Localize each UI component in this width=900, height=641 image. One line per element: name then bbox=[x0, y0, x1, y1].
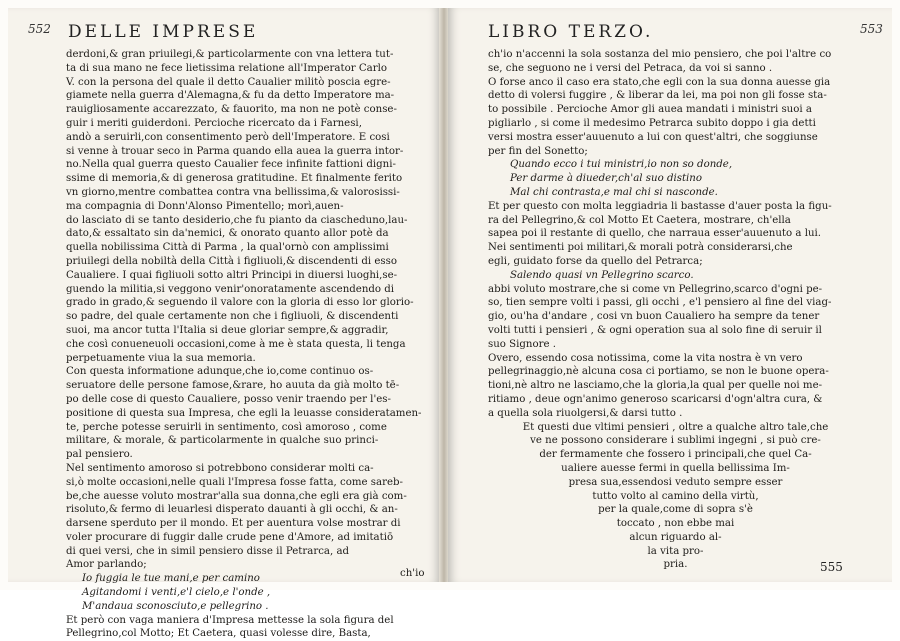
right-paragraph-lines bbox=[488, 48, 863, 158]
text-line: ra del Pellegrino,& col Motto Et Caetera, mostrare, ch'ella bbox=[488, 214, 791, 226]
text-line: pigliarlo , si come il medesimo Petrarca subito doppo i gia detti bbox=[488, 117, 816, 129]
right-page-number: 555 bbox=[820, 560, 843, 574]
text-line: V. con la persona del quale il detto Caualier militò poscia egre- bbox=[66, 76, 391, 88]
text-line: militare, & morale, & particolarmente in qualche suo princi- bbox=[66, 435, 379, 447]
text-line: versi mostra esser'auuenuto a lui con quest'altri, che soggiunse bbox=[488, 131, 818, 143]
text-line: ve ne possono considerare i sublimi ingegni , si può cre- bbox=[530, 435, 821, 447]
text-line: pal pensiero. bbox=[66, 449, 133, 461]
text-line: si venne à trouar seco in Parma quando ella aueа la guerra intor- bbox=[66, 145, 404, 157]
text-line: Io fuggia le tue mani,e per camino bbox=[82, 573, 260, 585]
text-line: Agitandomi i venti,e'l cielo,e l'onde , bbox=[82, 587, 271, 599]
text-line: per fin del Sonetto; bbox=[488, 145, 588, 157]
text-line: po delle cose di questo Caualiere, posso venir traendo per l'es- bbox=[66, 393, 391, 405]
text-line: quella nobilissima Città di Parma , la qual'ornò con amplissimi bbox=[66, 242, 389, 254]
text-line: pria. bbox=[663, 559, 688, 571]
text-line: to possibile . Percioche Amor gli aueа mandati i ministri suoi a bbox=[488, 104, 812, 116]
text-line: perpetuamente viua la sua memoria. bbox=[66, 352, 256, 364]
text-line: che così conueneuoli occasioni,come à me è stata questa, li tenga bbox=[66, 338, 406, 350]
text-line: te, perche potesse seruirli in sentimento, così amoroso , come bbox=[66, 421, 387, 433]
text-line: la vita pro- bbox=[647, 545, 704, 557]
text-line: Nel sentimento amoroso si potrebbono considerar molti ca- bbox=[66, 462, 374, 474]
text-line: Mal chi contrasta,e mal chi si nasconde. bbox=[510, 186, 718, 198]
right-after-lines bbox=[488, 283, 863, 421]
left-paragraph-lines bbox=[66, 48, 421, 572]
right-middle-lines bbox=[488, 200, 863, 269]
text-line: abbi voluto mostrare,che si come vn Pellegrino,scarco d'ogni pe- bbox=[488, 283, 823, 295]
right-page bbox=[448, 8, 892, 582]
text-line: Et per questo con molta leggiadria li bastasse d'auer posta la figu- bbox=[488, 200, 832, 212]
text-line: seruatore delle persone famose,&rare, ho auuta da già molto tē- bbox=[66, 380, 400, 392]
text-line: Overo, essendo cosa notissima, come la vita nostra è vn vero bbox=[488, 352, 803, 364]
left-verse-quote bbox=[66, 572, 421, 613]
text-line: so, tien sempre volti i passi, gli occhi , e'l pensiero al fine del viag- bbox=[488, 297, 832, 309]
text-line: si,ò molte occasioni,nelle quali l'Impresa fosse fatta, come sareb- bbox=[66, 476, 403, 488]
text-line: be,che auesse voluto mostrar'alla sua donna,che egli era già com- bbox=[66, 490, 407, 502]
text-line: Caualiere. I quai figliuoli sotto altri Principi in diuersi luoghi,se- bbox=[66, 269, 398, 281]
text-line: vn giorno,mentre combatteа contra vna bellissima,& valorosissi- bbox=[66, 186, 400, 198]
text-line: andò a seruirli,con consentimento però dell'Imperatore. E cosi bbox=[66, 131, 390, 143]
left-page bbox=[8, 8, 440, 640]
text-line: Nei sentimenti poi militari,& morali potrà considerarsi,che bbox=[488, 242, 793, 254]
text-line: per la quale,come di sopra s'è bbox=[598, 504, 753, 516]
text-line: sapea poi il restante di quello, che narraua esser'auuenuto a lui. bbox=[488, 228, 822, 240]
text-line: dato,& essaltato sin da'nemici, & onorato quanto allor potè da bbox=[66, 228, 389, 240]
right-verse-line-2: Salendo quasi vn Pellegrino scarco. bbox=[510, 269, 694, 281]
text-line: ta di sua mano ne fece lietissima relatione all'Imperator Carlo bbox=[66, 62, 387, 74]
text-line: se, che seguono ne i versi del Petraca, da voi si sanno . bbox=[488, 62, 773, 74]
left-closing-lines bbox=[66, 614, 421, 641]
text-line: Pellegrino,col Motto; Et Caetera, quasi volesse dire, Basta, bbox=[66, 628, 371, 640]
text-line: so padre, del quale certamente non che i figliuoli, & discendenti bbox=[66, 311, 399, 323]
text-line: voler procurare di fuggir dalle crude pene d'Amore, ad imitatiō bbox=[66, 531, 394, 543]
text-line: positione di questa sua Impresa, che egli la leuasse consideratamen- bbox=[66, 407, 422, 419]
right-running-head: LIBRO TERZO. bbox=[488, 22, 654, 42]
text-line: risoluto,& fermo di leuarlesi disperato dauanti à gli occhi, & an- bbox=[66, 504, 398, 516]
text-line: toccato , non ebbe mai bbox=[616, 518, 735, 530]
right-verse-quote bbox=[488, 158, 863, 199]
text-line: a quella sola riuolgersi,& darsi tutto . bbox=[488, 407, 683, 419]
text-line: ch'io n'accenni la sola sostanza del mio pensiero, che poi l'altre co bbox=[488, 49, 832, 60]
text-line: tutto volto al camino della virtù, bbox=[592, 490, 759, 502]
right-tailpiece-text bbox=[488, 421, 863, 573]
text-line: detto di volersi fuggire , & liberar da lei, ma poi non gli fosse sta- bbox=[488, 90, 827, 102]
text-line: suoi, ma ancor tutta l'Italia si deue gloriar sempre,& aggradir, bbox=[66, 324, 389, 336]
text-line: Amor parlando; bbox=[66, 559, 147, 571]
text-line: di quei versi, che in simil pensiero disse il Petrarca, ad bbox=[66, 545, 350, 557]
text-line: egli, guidato forse da quello del Petrarca; bbox=[488, 255, 703, 267]
text-line: O forse anco il caso era stato,che egli con la sua donna auesse gia bbox=[488, 76, 831, 88]
text-line: der fermamente che fossero i principali,che quel Ca- bbox=[539, 449, 812, 461]
text-line: Et però con vaga maniera d'Impresa mettesse la sola figura del bbox=[66, 614, 394, 626]
text-line: suo Signore . bbox=[488, 338, 556, 350]
right-folio: 553 bbox=[860, 22, 883, 36]
left-folio: 552 bbox=[28, 22, 51, 36]
text-line: Et questi due vltimi pensieri , oltre a qualche altro tale,che bbox=[522, 421, 829, 433]
text-line: no.Nella qual guerra questo Caualier fece infinite fattioni digni- bbox=[66, 159, 396, 171]
text-line: presa sua,essendosi veduto sempre esser bbox=[568, 476, 783, 488]
text-line: volti tutti i pensieri , & ogni operation sua al solo fine di seruir il bbox=[488, 324, 822, 336]
text-line: gio, ou'ha d'andare , cosi vn buon Caualiero ha sempre da tener bbox=[488, 311, 820, 323]
text-line: ritiamo , deue ogn'animo generoso scaricarsi d'ogn'altra cura, & bbox=[488, 393, 823, 405]
text-line: alcun riguardo al- bbox=[629, 531, 722, 543]
text-line: darsene sperduto per il mondo. Et per auentura volse mostrar di bbox=[66, 518, 401, 530]
text-line: Quando ecco i tui ministri,io non so donde, bbox=[510, 159, 733, 171]
text-line: rauigliosamente accarezzato, & fauorito, ma non ne potè conse- bbox=[66, 104, 397, 116]
left-running-head: DELLE IMPRESE bbox=[68, 22, 259, 42]
text-line: derdoni,& gran priuilegi,& particolarmente con vna lettera tut- bbox=[66, 49, 394, 60]
left-catchword: ch'io bbox=[400, 568, 425, 579]
text-line: ualiere auesse fermi in quella bellissima Im- bbox=[561, 462, 790, 474]
text-line: tioni,nè altro ne lasciamo,che la gloria,la qual per quelle noi me- bbox=[488, 380, 823, 392]
right-body-text bbox=[488, 48, 863, 572]
text-line: Per darme à diueder,ch'al suo distino bbox=[510, 173, 702, 185]
text-line: ma compagnia di Donn'Alonso Pimentello; morì,auen- bbox=[66, 200, 344, 212]
text-line: ssime di memoria,& di generosa gratitudine. Et finalmente ferito bbox=[66, 173, 403, 185]
text-line: guir i meriti guiderdoni. Percioche ricercato da i Farnesi, bbox=[66, 117, 362, 129]
text-line: giamete nella guerra d'Alemagna,& fu da detto Imperatore ma- bbox=[66, 90, 395, 102]
text-line: M'andaua sconosciuto,e pellegrino . bbox=[82, 600, 269, 612]
text-line: Con questa informatione adunque,che io,come continuo os- bbox=[66, 366, 374, 378]
text-line: do lasciato di se tanto desiderio,che fu pianto da ciascheduno,lau- bbox=[66, 214, 408, 226]
text-line: grado in grado,& seguendo il valore con la gloria di esso lor glorio- bbox=[66, 297, 414, 309]
left-body-text bbox=[66, 48, 421, 641]
text-line: pellegrinaggio,nè alcuna cosa ci portiamo, se non le buone opera- bbox=[488, 366, 829, 378]
text-line: priuilegi della nobiltà della Città i figliuoli,& discendenti di esso bbox=[66, 255, 397, 267]
text-line: guendo la militia,si veggono venir'onoratamente ascendendo di bbox=[66, 283, 395, 295]
